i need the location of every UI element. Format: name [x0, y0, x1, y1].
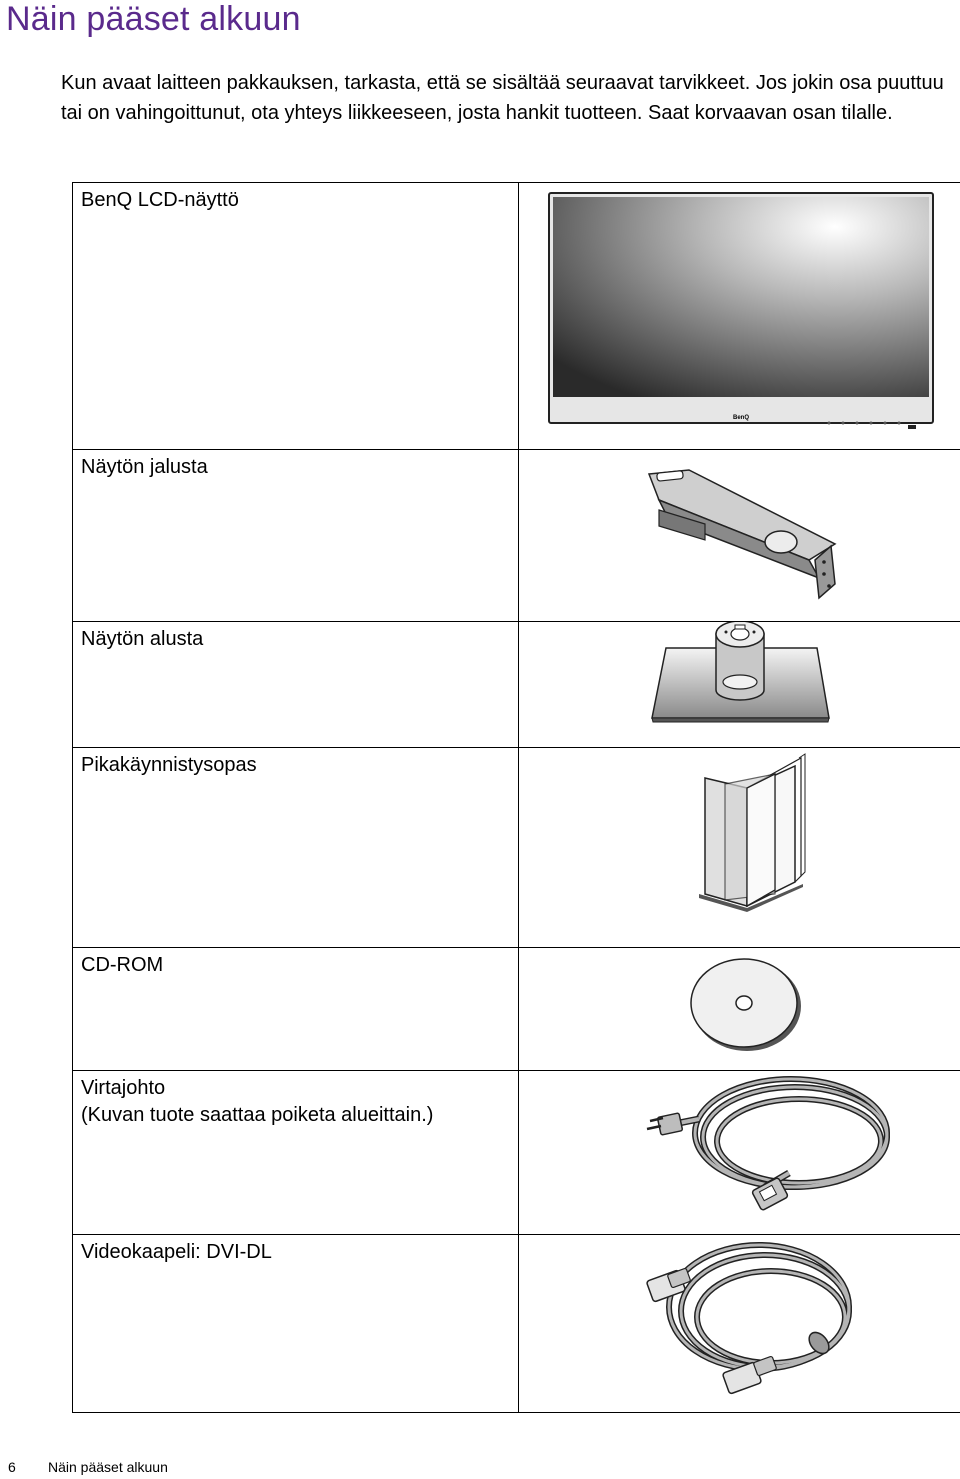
table-row — [73, 183, 960, 450]
item-label: CD-ROM — [73, 948, 519, 1071]
dvi-cable-icon — [519, 1235, 960, 1408]
item-label: BenQ LCD-näyttö — [73, 183, 519, 450]
intro-paragraph: Kun avaat laitteen pakkauksen, tarkasta, että se sisältää seuraavat tarvikkeet. Jos jokin osa puuttuu tai on vahingoittunut, ota yhteys liikkeeseen, josta hankit tuotteen. Saat korvaavan osan tilalle. — [61, 72, 944, 124]
page-number: 6 — [8, 1459, 16, 1475]
footer-section-title: Näin pääset alkuun — [48, 1459, 168, 1475]
cd-rom-icon — [519, 948, 960, 1066]
table-row — [73, 450, 960, 622]
power-cord-icon — [519, 1071, 960, 1230]
quick-start-guide-icon — [519, 748, 960, 943]
item-note: (Kuvan tuote saattaa poiketa alueittain.) — [81, 1104, 434, 1126]
package-contents-table — [72, 182, 960, 1413]
page-title: Näin pääset alkuun — [6, 0, 301, 38]
item-label: Virtajohto — [81, 1077, 166, 1099]
table-row — [73, 748, 960, 948]
table-row — [73, 1235, 960, 1413]
item-label: Näytön alusta — [73, 622, 519, 748]
item-label: Pikakäynnistysopas — [73, 748, 519, 948]
stand-arm-icon — [519, 450, 960, 617]
stand-base-icon — [519, 622, 960, 743]
monitor-icon — [519, 183, 960, 445]
page-footer — [8, 1459, 168, 1475]
item-label: Näytön jalusta — [73, 450, 519, 622]
svg-text:BenQ: BenQ — [732, 415, 750, 421]
table-row — [73, 948, 960, 1071]
table-row — [73, 1071, 960, 1235]
table-row — [73, 622, 960, 748]
item-label: Videokaapeli: DVI-DL — [73, 1235, 519, 1413]
